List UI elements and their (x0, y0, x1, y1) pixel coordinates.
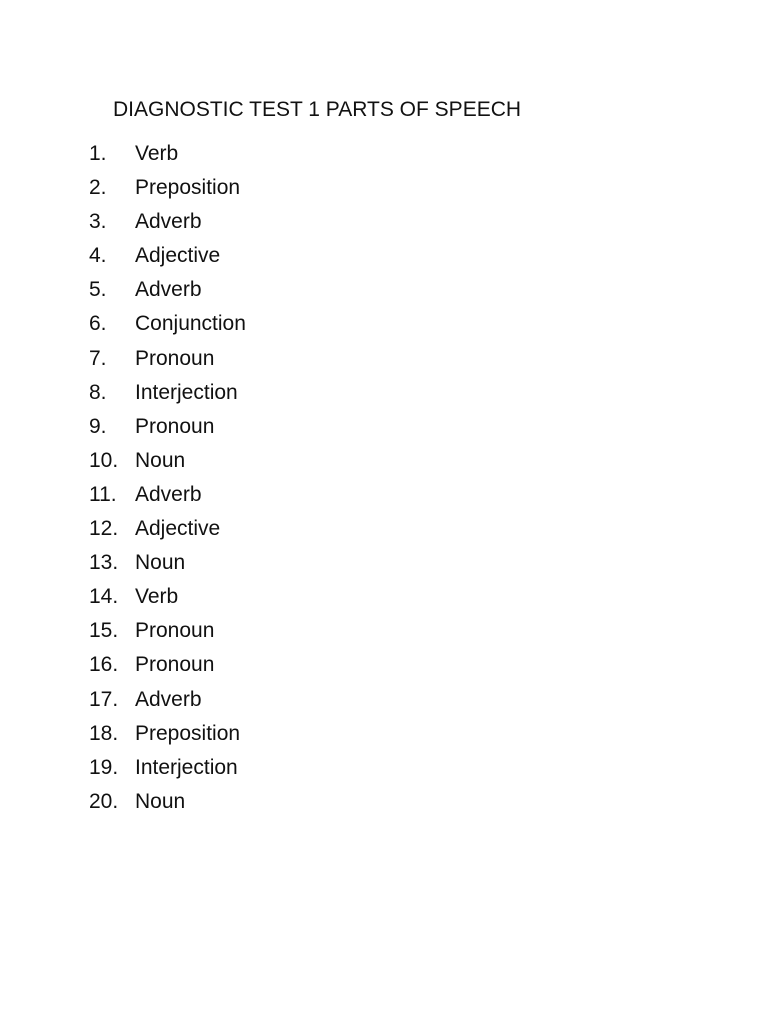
list-item (89, 549, 246, 583)
item-number: 18. (89, 721, 119, 745)
item-number: 5. (89, 278, 107, 302)
list-item (89, 276, 246, 310)
item-number: 20. (89, 789, 119, 813)
item-answer: Adjective (135, 244, 221, 268)
item-number: 13. (89, 551, 119, 575)
item-answer: Verb (135, 585, 179, 609)
item-number: 1. (89, 142, 107, 165)
item-number: 9. (89, 414, 107, 438)
list-item (89, 617, 246, 651)
item-number: 14. (89, 585, 119, 609)
item-answer: Adverb (135, 210, 202, 234)
item-number: 4. (89, 244, 107, 268)
item-answer: Noun (135, 551, 186, 575)
item-number: 10. (89, 448, 119, 472)
list-item (89, 379, 246, 413)
item-answer: Noun (135, 789, 186, 813)
list-item (89, 447, 246, 481)
list-item (89, 140, 246, 174)
answer-list (89, 140, 246, 822)
item-number: 7. (89, 346, 107, 370)
item-answer: Preposition (135, 721, 241, 745)
item-number: 19. (89, 755, 119, 779)
item-answer: Verb (135, 142, 179, 165)
item-number: 6. (89, 312, 107, 336)
item-number: 11. (89, 482, 117, 506)
list-item (89, 481, 246, 515)
item-answer: Adverb (135, 482, 202, 506)
list-item (89, 651, 246, 685)
page-title: DIAGNOSTIC TEST 1 PARTS OF SPEECH (113, 98, 522, 121)
list-item (89, 754, 246, 788)
list-item (89, 413, 246, 447)
item-number: 12. (89, 517, 119, 541)
item-number: 15. (89, 619, 119, 643)
item-number: 3. (89, 210, 107, 234)
item-answer: Adverb (135, 687, 202, 711)
item-answer: Pronoun (135, 619, 215, 643)
list-item (89, 788, 246, 822)
list-item (89, 583, 246, 617)
list-item (89, 174, 246, 208)
list-item (89, 345, 246, 379)
list-item (89, 208, 246, 242)
item-number: 8. (89, 380, 107, 404)
item-answer: Pronoun (135, 414, 215, 438)
list-item (89, 515, 246, 549)
list-item (89, 686, 246, 720)
list-item (89, 720, 246, 754)
item-number: 17. (89, 687, 119, 711)
item-number: 2. (89, 176, 107, 200)
item-number: 16. (89, 653, 119, 677)
item-answer: Interjection (135, 755, 238, 779)
item-answer: Pronoun (135, 653, 215, 677)
item-answer: Conjunction (135, 312, 246, 336)
item-answer: Adverb (135, 278, 202, 302)
list-item (89, 242, 246, 276)
item-answer: Noun (135, 448, 186, 472)
item-answer: Pronoun (135, 346, 215, 370)
item-answer: Interjection (135, 380, 238, 404)
list-item (89, 310, 246, 344)
item-answer: Preposition (135, 176, 241, 200)
item-answer: Adjective (135, 517, 221, 541)
